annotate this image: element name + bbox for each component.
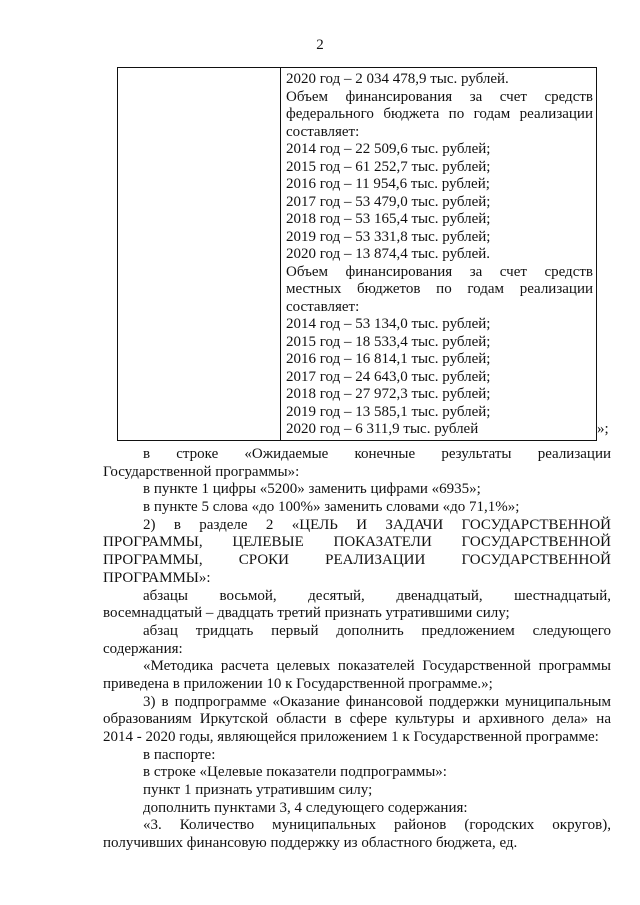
paragraph-line: содержания: <box>103 640 183 657</box>
table-cell-line: 2020 год – 2 034 478,9 тыс. рублей. <box>286 71 509 87</box>
table-cell-line: местных бюджетов по годам реализации <box>286 281 593 297</box>
table-cell-line: 2018 год – 53 165,4 тыс. рублей; <box>286 211 491 227</box>
table-cell-line: 2015 год – 61 252,7 тыс. рублей; <box>286 158 491 175</box>
paragraph-line: в пункте 1 цифры «5200» заменить цифрами «6935»; <box>143 481 481 498</box>
paragraph-line: Государственной программы»: <box>103 463 300 480</box>
table-right-cell <box>286 71 593 439</box>
table-cell-line: 2019 год – 13 585,1 тыс. рублей; <box>286 403 491 420</box>
table-cell-line: 2016 год – 16 814,1 тыс. рублей; <box>286 351 491 367</box>
paragraph-line: ПРОГРАММЫ, ЦЕЛЕВЫЕ ПОКАЗАТЕЛИ ГОСУДАРСТВЕННОЙ <box>103 534 611 551</box>
table-cell-line: Объем финансирования за счет средств <box>286 263 593 280</box>
table-cell-line: федерального бюджета по годам реализации <box>286 106 593 122</box>
paragraph-line: в строке «Ожидаемые конечные результаты реализации <box>143 446 611 462</box>
table-cell-line: 2019 год – 53 331,8 тыс. рублей; <box>286 228 491 245</box>
table-left-cell <box>118 68 280 440</box>
table-cell-line: 2020 год – 13 874,4 тыс. рублей. <box>286 246 491 262</box>
table-cell-line: 2017 год – 53 479,0 тыс. рублей; <box>286 193 491 210</box>
paragraph-line: 2014 - 2020 годы, являющейся приложением 1 к Государственной программе: <box>103 729 599 745</box>
closing-quote: »; <box>597 421 609 437</box>
table-cell-line: 2015 год – 18 533,4 тыс. рублей; <box>286 333 491 350</box>
table-column-divider <box>280 68 281 440</box>
paragraph-line: в паспорте: <box>143 746 216 763</box>
funding-table <box>117 67 597 441</box>
table-cell-line: 2014 год – 53 134,0 тыс. рублей; <box>286 316 491 332</box>
document-body <box>103 446 611 853</box>
paragraph-line: пункт 1 признать утратившим силу; <box>143 782 373 799</box>
table-cell-line: 2018 год – 27 972,3 тыс. рублей; <box>286 386 491 402</box>
paragraph-line: дополнить пунктами 3, 4 следующего содержания: <box>143 799 468 816</box>
paragraph-line: 3) в подпрограмме «Оказание финансовой поддержки муниципальным <box>143 693 611 710</box>
paragraph-line: в пункте 5 слова «до 100%» заменить словами «до 71,1%»; <box>143 499 520 516</box>
paragraph-line: абзацы восьмой, десятый, двенадцатый, шестнадцатый, <box>143 587 611 604</box>
paragraph-line: 2) в разделе 2 «ЦЕЛЬ И ЗАДАЧИ ГОСУДАРСТВЕННОЙ <box>143 516 611 533</box>
table-cell-line: составляет: <box>286 298 360 315</box>
paragraph-line: приведена в приложении 10 к Государственной программе.»; <box>103 675 493 692</box>
paragraph-line: «3. Количество муниципальных районов (городских округов), <box>143 817 611 834</box>
page-number: 2 <box>316 37 324 53</box>
paragraph-line: «Методика расчета целевых показателей Государственной программы <box>143 658 611 675</box>
paragraph-line: в строке «Целевые показатели подпрограммы»: <box>143 764 447 781</box>
table-cell-line: составляет: <box>286 123 360 140</box>
paragraph-line: получивших финансовую поддержку из областного бюджета, ед. <box>103 835 518 852</box>
table-cell-line: 2014 год – 22 509,6 тыс. рублей; <box>286 141 491 157</box>
paragraph-line: абзац тридцать первый дополнить предложением следующего <box>143 622 611 639</box>
table-cell-line: 2016 год – 11 954,6 тыс. рублей; <box>286 176 490 192</box>
paragraph-line: образованиям Иркутской области в сфере культуры и архивного дела» на <box>103 711 611 728</box>
paragraph-line: ПРОГРАММЫ»: <box>103 569 211 586</box>
table-cell-line: 2020 год – 6 311,9 тыс. рублей <box>286 421 479 437</box>
table-cell-line: Объем финансирования за счет средств <box>286 88 593 105</box>
paragraph-line: восемнадцатый – двадцать третий признать утратившими силу; <box>103 605 510 622</box>
table-cell-line: 2017 год – 24 643,0 тыс. рублей; <box>286 368 491 385</box>
paragraph-line: ПРОГРАММЫ, СРОКИ РЕАЛИЗАЦИИ ГОСУДАРСТВЕННОЙ <box>103 552 611 569</box>
